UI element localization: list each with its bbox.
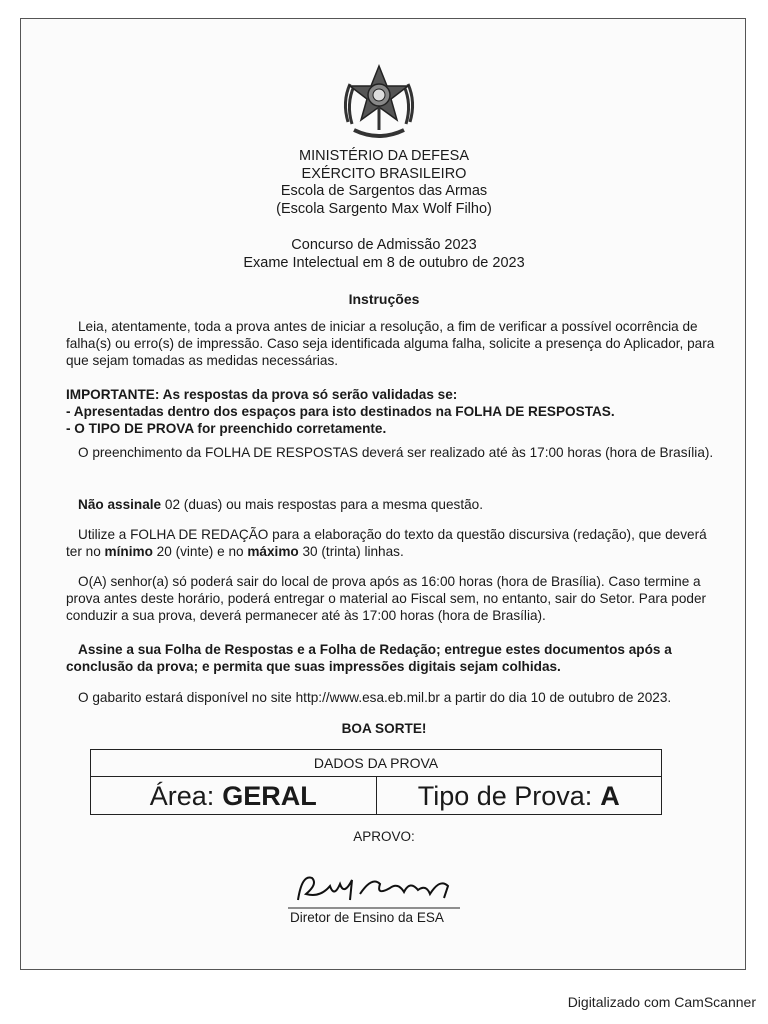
exam-type-cell xyxy=(376,777,662,815)
important-notice xyxy=(66,386,720,437)
essay-text-a: Utilize a FOLHA DE REDAÇÃO para a elaboração do texto da questão discursiva (redação), que deverá ter no xyxy=(66,527,707,559)
document-header xyxy=(0,148,768,218)
essay-text-c: 30 (trinta) linhas. xyxy=(298,544,404,559)
school-alt-name: (Escola Sargento Max Wolf Filho) xyxy=(276,200,492,217)
area-value: GERAL xyxy=(222,780,317,811)
contest-title: Concurso de Admissão 2023 xyxy=(291,237,477,253)
approval-label: APROVO: xyxy=(353,829,415,844)
essay-max-bold: máximo xyxy=(247,544,299,559)
important-line-1: IMPORTANTE: As respostas da prova só serão validadas se: xyxy=(66,387,458,402)
instruction-paragraph-essay xyxy=(66,526,720,560)
handwritten-signature xyxy=(280,864,470,914)
scanner-watermark: Digitalizado com CamScanner xyxy=(567,994,756,1010)
signer-title: Diretor de Ensino da ESA xyxy=(290,910,444,925)
ministry-name: MINISTÉRIO DA DEFESA xyxy=(299,148,469,164)
important-line-2: - Apresentadas dentro dos espaços para isto destinados na FOLHA DE RESPOSTAS. xyxy=(66,404,615,419)
exam-data-box xyxy=(90,749,662,815)
instruction-paragraph-single-answer xyxy=(66,496,720,513)
exam-data-title: DADOS DA PROVA xyxy=(91,750,661,777)
area-label: Área: xyxy=(149,780,215,811)
instruction-paragraph-read: Leia, atentamente, toda a prova antes de iniciar a resolução, a fim de verificar a possível ocorrência de falha(s) ou erro(s) de impressão. Caso seja identificada alguma falha, solicite a presença do Aplicador, para que sejam tomadas as medidas necessárias. xyxy=(66,319,715,368)
important-line-3: - O TIPO DE PROVA for preenchido corretamente. xyxy=(66,421,387,436)
school-name: Escola de Sargentos das Armas xyxy=(280,183,488,199)
army-name: EXÉRCITO BRASILEIRO xyxy=(301,165,467,182)
instructions-title: Instruções xyxy=(348,291,420,307)
instruction-paragraph-answer-key: O gabarito estará disponível no site http://www.esa.eb.mil.br a partir do dia 10 de outubro de 2023. xyxy=(78,690,672,705)
contest-info xyxy=(0,237,768,272)
instruction-paragraph-answer-sheet: O preenchimento da FOLHA DE RESPOSTAS deverá ser realizado até às 17:00 horas (hora de Brasília). xyxy=(78,445,714,460)
area-cell xyxy=(91,777,376,815)
do-not-mark-bold: Não assinale xyxy=(78,497,162,512)
exam-data-row xyxy=(91,777,661,815)
exam-date: Exame Intelectual em 8 de outubro de 2023 xyxy=(243,254,525,271)
single-answer-text: 02 (duas) ou mais respostas para a mesma questão. xyxy=(161,497,484,512)
instruction-paragraph-leaving: O(A) senhor(a) só poderá sair do local de prova após as 16:00 horas (hora de Brasília). Caso termine a prova antes deste horário, poderá entregar o material ao Fiscal sem, no entanto, sair do Setor. Para poder conduzir a sua prova, deverá permanecer até às 17:00 horas (hora de Brasília). xyxy=(66,574,707,623)
exam-type-value: A xyxy=(600,780,620,811)
essay-text-b: 20 (vinte) e no xyxy=(152,544,248,559)
instruction-paragraph-sign: Assine a sua Folha de Respostas e a Folha de Redação; entregue estes documentos após a conclusão da prova; e permita que suas impressões digitais sejam colhidas. xyxy=(66,642,672,674)
exam-type-label: Tipo de Prova: xyxy=(417,780,593,811)
brazil-coat-of-arms-icon xyxy=(340,62,418,144)
good-luck: BOA SORTE! xyxy=(341,721,427,736)
essay-min-bold: mínimo xyxy=(104,544,153,559)
